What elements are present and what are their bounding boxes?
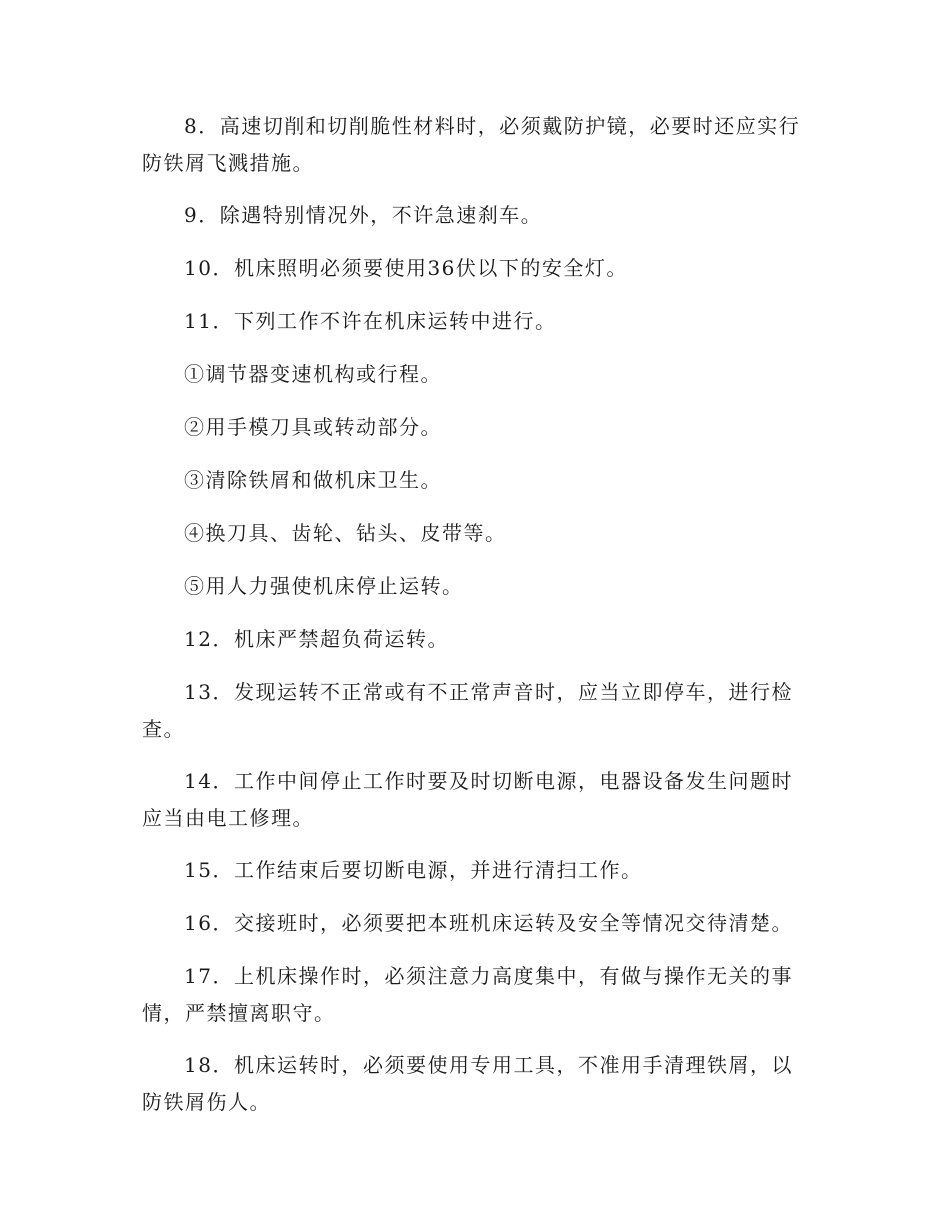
paragraph-item-11: 11．下列工作不许在机床运转中进行。 [184, 309, 557, 333]
paragraph-item-13: 13．发现运转不正常或有不正常声音时，应当立即停车，进行检查。 [142, 680, 793, 741]
sub-item-2: ②用手模刀具或转动部分。 [184, 415, 442, 439]
paragraph-item-18: 18．机床运转时，必须要使用专用工具，不准用手清理铁屑，以防铁屑伤人。 [142, 1053, 793, 1114]
paragraph-item-17: 17．上机床操作时，必须注意力高度集中，有做与操作无关的事情，严禁擅离职守。 [142, 964, 793, 1025]
paragraph-item-16: 16．交接班时，必须要把本班机床运转及安全等情况交待清楚。 [184, 911, 793, 935]
paragraph-item-10: 10．机床照明必须要使用36伏以下的安全灯。 [184, 256, 628, 280]
sub-item-5: ⑤用人力强使机床停止运转。 [184, 574, 464, 598]
paragraph-item-15: 15．工作结束后要切断电源，并进行清扫工作。 [184, 858, 643, 882]
paragraph-item-9: 9．除遇特别情况外，不许急速刹车。 [184, 203, 543, 227]
paragraph-item-8: 8．高速切削和切削脆性材料时，必须戴防护镜，必要时还应实行防铁屑飞溅措施。 [142, 114, 801, 175]
sub-item-1: ①调节器变速机构或行程。 [184, 362, 442, 386]
sub-item-3: ③清除铁屑和做机床卫生。 [184, 468, 442, 492]
sub-item-4: ④换刀具、齿轮、钻头、皮带等。 [184, 521, 507, 545]
paragraph-item-12: 12．机床严禁超负荷运转。 [184, 627, 449, 651]
paragraph-item-14: 14．工作中间停止工作时要及时切断电源，电器设备发生问题时应当由电工修理。 [142, 769, 793, 830]
